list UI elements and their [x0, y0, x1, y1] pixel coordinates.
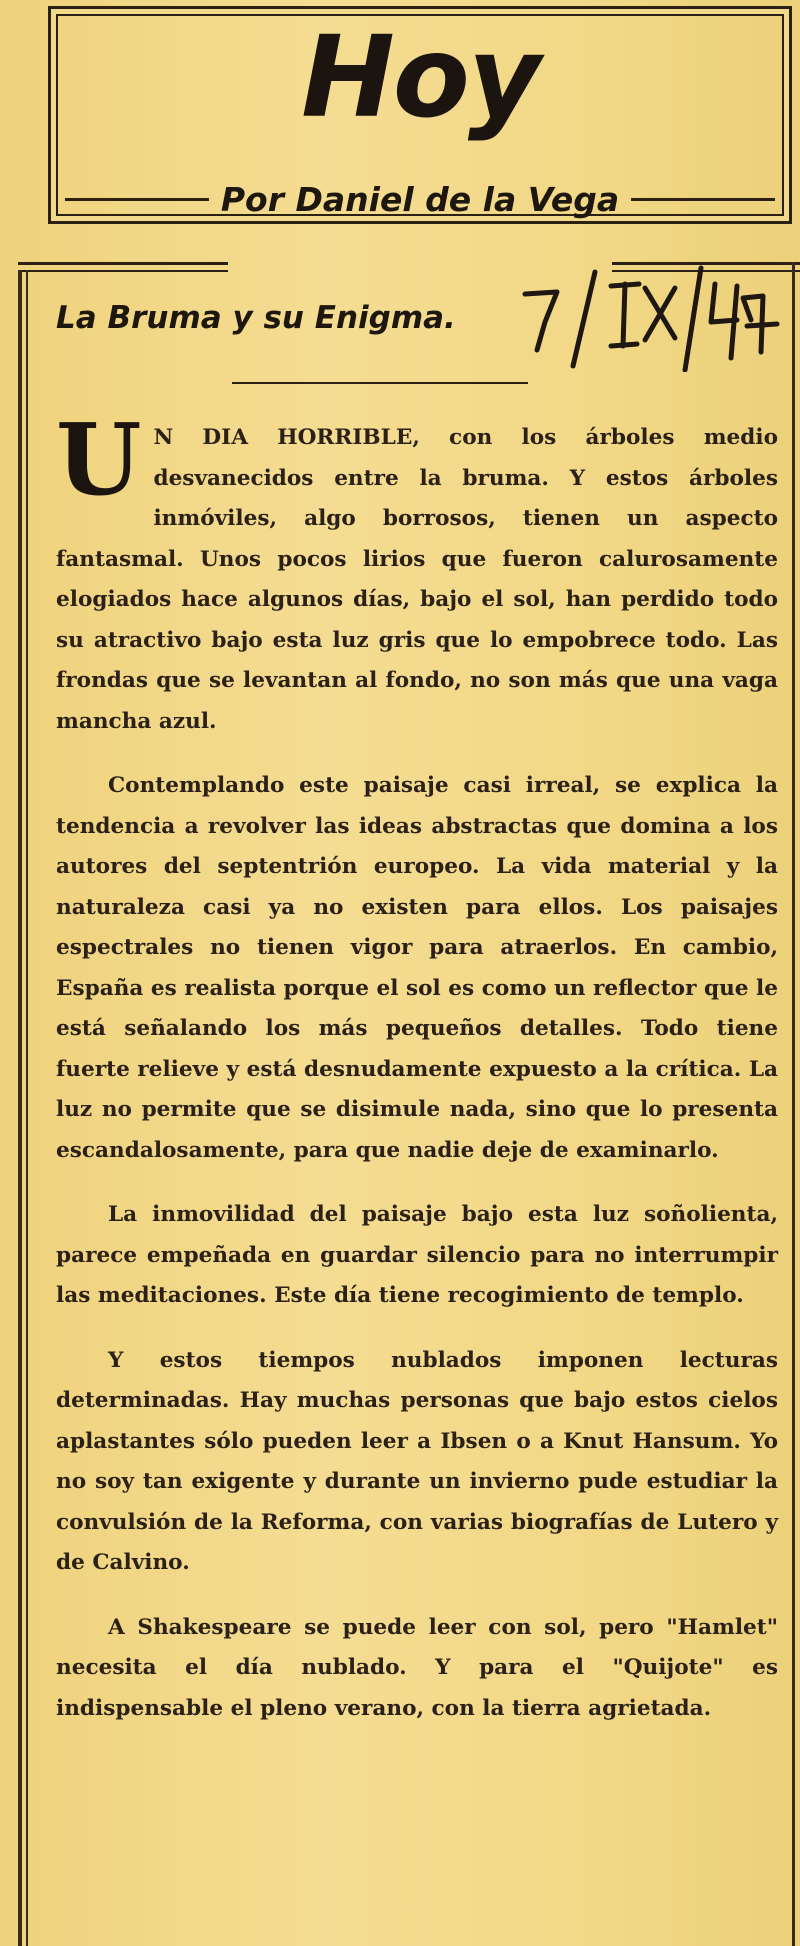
- paragraph: Contemplando este paisaje casi irreal, se explica la tendencia a revolver las ideas abstractas que domina a los autores del septentrión europeo. La vida material y la naturaleza casi ya no existen para ellos. Los paisajes espectrales no tienen vigor para atraerlos. En cambio, España es realista porque el sol es como un reflector que le está señalando los más pequeños detalles. Todo tiene fuerte relieve y está desnudamente expuesto a la crítica. La luz no permite que se disimule nada, sino que lo presenta escandalosamente, para que nadie deje de examinarlo.: [56, 773, 778, 1163]
- article-headline: La Bruma y su Enigma.: [56, 300, 456, 336]
- byline-rule-right: [631, 198, 775, 201]
- paragraph: A Shakespeare se puede leer con sol, pero "Hamlet" necesita el día nublado. Y para el "Quijote" es indispensable el pleno verano, con la tierra agrietada.: [56, 1614, 778, 1721]
- byline-rule-left: [65, 198, 209, 201]
- drop-cap: U: [56, 403, 142, 518]
- column-left-rule: [26, 270, 28, 1946]
- paragraph: Y estos tiempos nublados imponen lecturas determinadas. Hay muchas personas que bajo estos cielos aplastantes sólo pueden leer a Ibsen o a Knut Hansum. Yo no soy tan exigente y durante un invierno pude estudiar la convulsión de la Reforma, con varias biografías de Lutero y de Calvino.: [56, 1347, 778, 1575]
- column-left-rule: [18, 270, 22, 1946]
- column-top-rule: [18, 262, 228, 265]
- paragraph: [56, 403, 778, 742]
- column-right-rule: [792, 262, 795, 1946]
- column-title: Hoy: [301, 13, 539, 143]
- handwritten-date: [515, 262, 785, 372]
- author-byline: Por Daniel de la Vega: [220, 179, 620, 219]
- article-body: [56, 403, 778, 1753]
- byline-row: [65, 179, 775, 219]
- paragraph-text: N DIA HORRIBLE, con los árboles medio desvanecidos entre la bruma. Y estos árboles inmóviles, algo borrosos, tienen un aspecto fantasmal. Unos pocos lirios que fueron calurosamente elogiados hace algunos días, bajo el sol, han perdido todo su atractivo bajo esta luz gris que lo empobrece todo. Las frondas que se levantan al fondo, no son más que una vaga mancha azul.: [56, 425, 778, 734]
- paragraph: La inmovilidad del paisaje bajo esta luz soñolienta, parece empeñada en guardar silencio para no interrumpir las meditaciones. Este día tiene recogimiento de templo.: [56, 1202, 778, 1308]
- headline-underline: [232, 382, 528, 384]
- column-top-rule: [18, 270, 228, 272]
- masthead-box: [48, 6, 792, 224]
